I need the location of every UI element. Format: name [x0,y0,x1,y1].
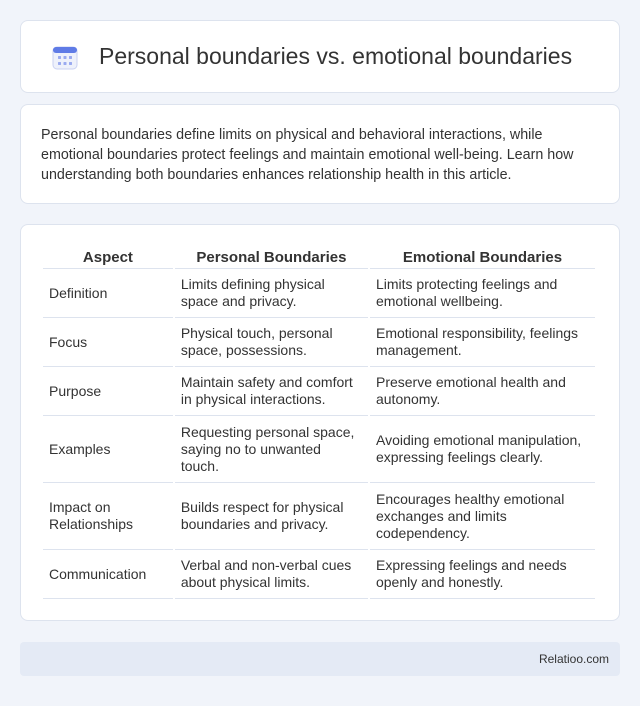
row-aspect: Communication [43,550,173,599]
row-personal: Limits defining physical space and privacy. [175,269,368,318]
row-emotional: Avoiding emotional manipulation, expressing feelings clearly. [370,416,595,483]
row-emotional: Encourages healthy emotional exchanges and limits codependency. [370,483,595,550]
header-emotional: Emotional Boundaries [370,243,595,269]
footer-bar [20,642,620,676]
row-aspect: Examples [43,416,173,483]
table-header-row [43,243,595,269]
calendar-icon [52,44,78,70]
row-personal: Maintain safety and comfort in physical interactions. [175,367,368,416]
row-emotional: Emotional responsibility, feelings management. [370,318,595,367]
row-aspect: Definition [43,269,173,318]
comparison-table [41,243,597,599]
row-emotional: Expressing feelings and needs openly and honestly. [370,550,595,599]
row-personal: Physical touch, personal space, possessions. [175,318,368,367]
table-row [43,318,595,367]
table-row [43,483,595,550]
page-title: Personal boundaries vs. emotional boundaries [99,43,573,69]
row-emotional: Preserve emotional health and autonomy. [370,367,595,416]
footer-brand: Relatioo.com [538,652,609,666]
row-personal: Requesting personal space, saying no to unwanted touch. [175,416,368,483]
table-row [43,416,595,483]
table-row [43,550,595,599]
table-row [43,367,595,416]
table-row [43,269,595,318]
header-card [20,20,620,93]
row-personal: Verbal and non-verbal cues about physical limits. [175,550,368,599]
intro-card [20,104,620,204]
row-personal: Builds respect for physical boundaries and privacy. [175,483,368,550]
header-aspect: Aspect [43,243,173,269]
header-personal: Personal Boundaries [175,243,368,269]
comparison-card [20,224,620,621]
row-aspect: Purpose [43,367,173,416]
row-aspect: Impact on Relationships [43,483,173,550]
row-emotional: Limits protecting feelings and emotional wellbeing. [370,269,595,318]
intro-text: Personal boundaries define limits on physical and behavioral interactions, while emotional boundaries protect feelings and maintain emotional well-being. Learn how understanding both boundaries enhances relationship health in this article. [41,127,574,183]
row-aspect: Focus [43,318,173,367]
